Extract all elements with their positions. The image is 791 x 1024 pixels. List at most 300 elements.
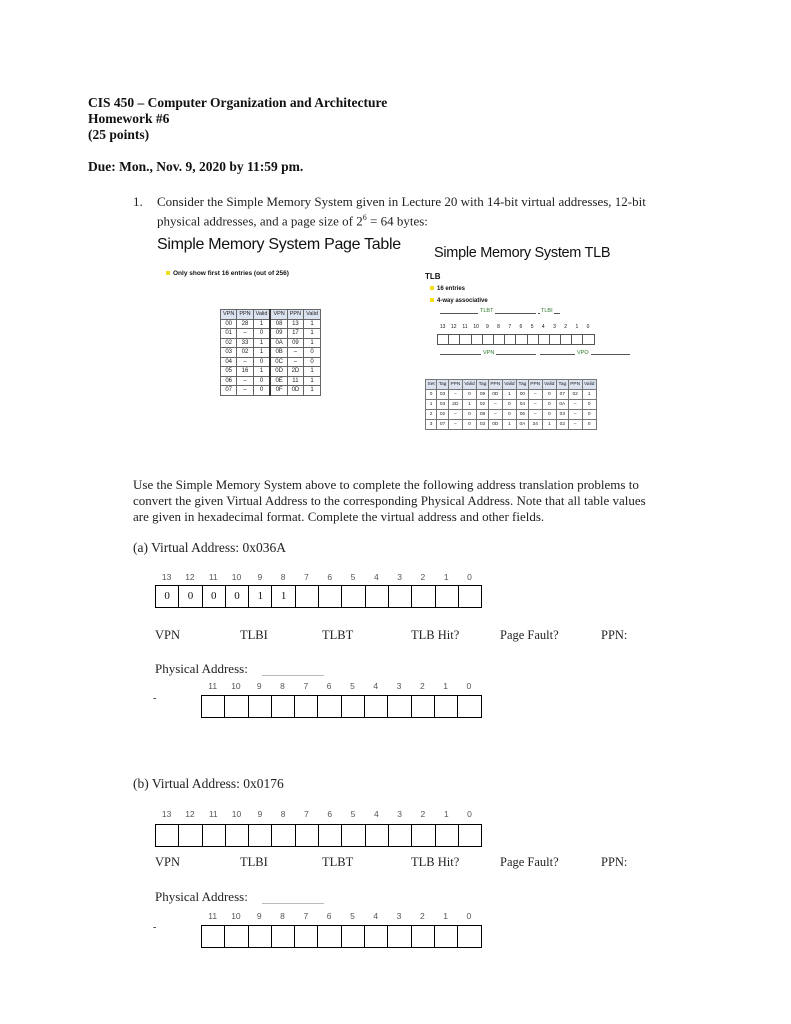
tlb-cell: – [568,400,582,410]
page-table-cell: 1 [304,386,321,396]
tlb-cell: 0 [582,410,596,420]
bit-box[interactable] [296,824,319,847]
bit-box[interactable] [388,695,411,718]
tlb-bit-label: 6 [519,324,523,330]
page-table-cell: 17 [287,329,303,339]
bit-box[interactable] [436,824,459,847]
page-table-row [221,376,321,386]
tlb-cell: – [488,400,502,410]
bit-box[interactable] [412,925,435,948]
tlb-cell: 03 [477,420,489,430]
page-table-cell: 03 [221,348,237,358]
page-table-cell: – [287,357,303,367]
tlb-cell: 03 [437,390,449,400]
part-b-physical-address-blank[interactable] [262,903,324,904]
bit-box[interactable]: 0 [156,585,179,608]
tlb-hit-field-label: TLB Hit? [411,855,460,869]
bit-box[interactable] [459,585,482,608]
page-table-cell: 01 [221,329,237,339]
tlb-cell: – [488,410,502,420]
tlb-cell: 02 [556,420,568,430]
bit-position-label: 7 [304,809,309,819]
tlb-row [426,420,597,430]
page-table-cell: 1 [253,367,270,377]
bit-position-label: 4 [373,681,379,691]
page-table-cell: 0C [270,357,287,367]
tlb-cell: 0 [582,400,596,410]
bit-position-label: 2 [420,572,426,582]
tlb-cell: – [568,420,582,430]
page-table-header-cell: VPN [270,310,287,320]
part-a-fields [155,628,628,644]
bit-position-label: 11 [208,911,218,921]
bit-position-label: 6 [327,809,333,819]
page-table-cell: 16 [237,367,253,377]
bit-box[interactable] [272,925,295,948]
tlb-cell: 2D [448,400,462,410]
tlb-cell: 1 [502,420,516,430]
tlb-cell: – [528,410,542,420]
page-table-cell: 1 [304,367,321,377]
page-table-header-cell: VPN [221,310,237,320]
tlb-cell: 02 [477,400,489,410]
bit-box[interactable] [388,925,411,948]
tlb-header-cell: Valid [582,380,596,390]
bit-box[interactable] [365,925,388,948]
bullet-icon [430,298,434,302]
tlb-label: TLB [425,272,441,281]
question-line-1: Consider the Simple Memory System given in Lecture 20 with 14-bit virtual addresses, 12-bit [157,194,646,209]
page-table-cell: 0D [270,367,287,377]
part-a-virtual-address-boxes[interactable] [155,585,482,608]
bit-box[interactable] [342,824,365,847]
page-table-cell: – [237,386,253,396]
tlb-bit-box [550,334,561,345]
bit-position-label: 10 [231,911,241,921]
vpn-field-label: VPN [155,628,181,642]
bit-position-label: 6 [326,681,332,691]
bit-position-label: 10 [231,809,242,819]
bit-box[interactable] [366,824,389,847]
bit-position-label: 8 [280,809,286,819]
tlb-bit-box [539,334,550,345]
instructions-line-3: are given in hexadecimal format. Complete the virtual address and other fields. [133,509,545,524]
tlb-cell: 04 [517,400,529,410]
page-table-cell: 11 [287,376,303,386]
tlb-cell: 1 [502,390,516,400]
bit-box[interactable] [249,824,272,847]
page-table-cell: 1 [304,329,321,339]
tlb-header-cell: Valid [542,380,556,390]
tlb-header-cell: PPN [488,380,502,390]
page-table-cell: 1 [253,338,270,348]
bit-position-label: 4 [373,572,379,582]
bit-box[interactable] [412,695,435,718]
bit-box[interactable] [225,925,248,948]
page-table-cell: 0A [270,338,287,348]
page-table-cell: 0 [253,329,270,339]
tlb-row [426,410,597,420]
page-table-cell: 28 [237,319,253,329]
tlb-header-row [426,380,597,390]
page-table-cell: – [287,348,303,358]
bullet-icon [166,271,170,275]
bit-box[interactable] [226,824,249,847]
bit-position-label: 0 [467,809,472,819]
bit-position-label: 13 [161,572,172,582]
tlb-bit-label: 4 [541,324,545,330]
tlb-cell: 34 [528,420,542,430]
tlbi-label: TLBI [541,308,553,314]
page-table-header-cell: Valid [253,310,270,320]
tlb-hit-field-label: TLB Hit? [411,628,460,642]
instructions-line-2: convert the given Virtual Address to the corresponding Physical Address. Note that all table values [133,493,646,508]
bit-position-label: 2 [419,911,425,921]
bit-box[interactable] [412,585,435,608]
page-table-row [221,367,321,377]
page-table-header-cell: Valid [304,310,321,320]
page-table-note: Only show first 16 entries (out of 256) [166,270,289,277]
bit-position-label: 7 [304,572,309,582]
part-a-bit-labels [155,572,481,582]
tlb-header-cell: Tag [477,380,489,390]
bit-position-label: 6 [327,572,333,582]
bit-box[interactable] [272,695,295,718]
bit-box[interactable] [318,695,341,718]
course-title: CIS 450 – Computer Organization and Architecture [88,95,388,110]
tlb-cell: – [568,410,582,420]
tlb-bit-label: 9 [485,324,489,330]
bit-box[interactable] [459,824,482,847]
tlb-bit-box [438,334,449,345]
ppn-field-label: PPN: [601,855,628,869]
tlb-bit-label: 11 [462,324,468,330]
page-table-cell: 04 [221,357,237,367]
bit-position-label: 0 [466,911,472,921]
page-table-cell: 2D [287,367,303,377]
page-table-cell: 07 [221,386,237,396]
tlb-title: Simple Memory System TLB [434,245,611,261]
page-table-row [221,386,321,396]
tlb-cell: 0 [462,390,476,400]
tlb-bit-box [528,334,539,345]
bit-position-label: 7 [303,681,309,691]
bit-box[interactable] [295,925,318,948]
tlb-cell: 0 [542,410,556,420]
tlb-bit-label: 1 [575,324,579,330]
tlb-cell: 0 [462,410,476,420]
tlb-cell: – [528,390,542,400]
bit-box[interactable] [366,585,389,608]
bit-box[interactable]: 1 [272,585,295,608]
part-b-physical-bit-labels [201,911,481,921]
tlb-bit-box [583,334,594,345]
bit-box[interactable] [202,925,225,948]
bit-position-label: 2 [420,809,426,819]
tlb-bit-box [460,334,471,345]
page-table-row [221,319,321,329]
tlb-bit-label: 10 [473,324,479,330]
page-table-row [221,329,321,339]
tlbt-field-label: TLBT [322,628,354,642]
tlb-cell: 07 [556,390,568,400]
page-table-cell: 09 [270,329,287,339]
bit-box[interactable] [272,824,295,847]
tlb-cell: 0 [502,400,516,410]
bit-position-label: 12 [185,572,195,582]
part-b-bit-labels [155,809,481,819]
bit-position-label: 1 [443,681,448,691]
bit-position-label: 10 [231,681,241,691]
bit-position-label: 11 [208,572,218,582]
part-a-physical-bit-labels [201,681,481,691]
bit-box[interactable] [249,925,272,948]
page-table-cell: 0B [270,348,287,358]
tlb-bit-label: 0 [586,324,590,330]
bit-box[interactable] [458,695,481,718]
tlb-bit-label: 13 [439,324,446,330]
tlb-cell: 03 [437,400,449,410]
tlb-cell: 06 [517,410,529,420]
tlb-cell: 1 [582,390,596,400]
page-table-header-cell: PPN [237,310,253,320]
bit-position-label: 3 [396,911,402,921]
bit-box[interactable] [295,695,318,718]
tlb-bit-label: 8 [497,324,500,330]
tlb-cell: – [448,390,462,400]
tlb-bit-box [561,334,572,345]
tlb-header-cell: Tag [437,380,449,390]
homework-number: Homework #6 [88,111,170,126]
bit-position-label: 8 [280,572,286,582]
bit-position-label: 3 [397,572,402,582]
bit-box[interactable] [202,695,225,718]
page-table-cell: 13 [287,319,303,329]
bit-position-label: 1 [443,809,449,819]
part-b-label: (b) Virtual Address: 0x0176 [133,776,284,791]
page-fault-field-label: Page Fault? [500,855,559,869]
bit-position-label: 3 [397,809,402,819]
tlb-cell: 08 [477,410,489,420]
page-table-header-cell: PPN [287,310,303,320]
page-table-cell: 00 [221,319,237,329]
page-table-cell: 05 [221,367,237,377]
tlb-cell: 0 [542,390,556,400]
tlb-row [426,390,597,400]
tlb-bit-label: 5 [530,324,534,330]
page-table-cell: 1 [304,376,321,386]
tlb-bullet-1: 16 entries [430,286,465,292]
tlb-cell: 0 [426,390,437,400]
bit-box[interactable] [435,925,458,948]
page-table-cell: 0 [304,348,321,358]
tlb-cell: – [448,420,462,430]
tlb-bit-box [472,334,483,345]
bit-position-label: 0 [466,681,472,691]
bit-box[interactable]: 1 [249,585,272,608]
bit-box[interactable] [225,695,248,718]
page-table-cell: 02 [221,338,237,348]
bit-position-label: 8 [280,681,285,691]
tlb-header-cell: PPN [528,380,542,390]
page-table-cell: 0 [253,357,270,367]
tlb-bit-label: 2 [564,324,568,330]
bit-box[interactable] [412,824,435,847]
tlb-header-cell: Valid [502,380,516,390]
bit-box[interactable] [342,585,365,608]
tlbt-field-label: TLBT [322,855,354,869]
vpo-label: VPO [577,350,589,356]
bit-box[interactable]: 0 [226,585,249,608]
bit-box[interactable] [179,824,202,847]
part-b-virtual-address-boxes[interactable] [155,824,482,847]
bit-box[interactable] [156,824,179,847]
page-table-cell: 0F [270,386,287,396]
page-table-cell: 0E [270,376,287,386]
page-table-title: Simple Memory System Page Table [157,236,401,253]
page-table-cell: 0 [253,386,270,396]
tlbi-field-label: TLBI [240,628,268,642]
tlb-header-cell: Tag [517,380,529,390]
page-table-cell: 06 [221,376,237,386]
part-b-physical-address-boxes[interactable] [201,925,482,948]
tlb-header-cell: PPN [568,380,582,390]
page-table [220,309,321,396]
bit-box[interactable] [296,585,319,608]
tlb-bit-boxes [437,334,595,345]
tlb-cell: 0A [556,400,568,410]
bit-position-label: 10 [231,572,242,582]
question-number: 1. [133,194,143,209]
bullet-icon [430,286,434,290]
tlb-cell: 03 [556,410,568,420]
page-table-cell: 33 [237,338,253,348]
tlb-header-cell: Valid [462,380,476,390]
tlb-cell: 02 [568,390,582,400]
tlb-bit-label: 7 [508,324,512,330]
page-table-cell: 0D [287,386,303,396]
tlb-bit-labels [437,324,594,330]
tlb-cell: 0D [488,420,502,430]
bit-box[interactable] [389,824,412,847]
page-table-cell: 02 [237,348,253,358]
page-table-cell: 1 [253,319,270,329]
tlb-header-cell: Set [426,380,437,390]
page-table-cell: – [237,329,253,339]
tlb-row [426,400,597,410]
tlb-bit-box [483,334,494,345]
page-fault-field-label: Page Fault? [500,628,559,642]
tlb-bit-label: 12 [451,324,457,330]
bit-box[interactable] [389,585,412,608]
bit-box[interactable] [458,925,481,948]
tlb-table [425,379,597,430]
bit-position-label: 12 [185,809,195,819]
bit-position-label: 11 [208,681,218,691]
tlb-cell: 07 [437,420,449,430]
page-table-row [221,338,321,348]
bit-position-label: 5 [350,809,356,819]
tlb-bullet-2: 4-way associative [430,298,488,304]
page-table-cell: 1 [304,338,321,348]
bit-box[interactable] [365,695,388,718]
part-a-physical-address-blank[interactable] [262,675,324,676]
tlb-header-cell: PPN [448,380,462,390]
bit-position-label: 11 [208,809,218,819]
tlbt-label: TLBT [480,308,494,314]
tlb-bit-box [505,334,516,345]
bit-position-label: 4 [373,809,379,819]
bit-position-label: 3 [396,681,402,691]
part-b-physical-address-label: Physical Address: [155,889,248,904]
tlb-cell: 1 [542,420,556,430]
tlb-cell: 00 [517,390,529,400]
bit-position-label: 6 [326,911,332,921]
bit-position-label: 9 [256,681,262,691]
page-table-cell: 08 [270,319,287,329]
bit-position-label: 1 [443,572,449,582]
page-table-cell: 1 [304,319,321,329]
bit-position-label: 9 [257,809,263,819]
tlb-bit-box [572,334,583,345]
page-table-cell: – [237,376,253,386]
bit-box[interactable] [342,695,365,718]
bit-position-label: 13 [161,809,172,819]
part-a-label: (a) Virtual Address: 0x036A [133,540,287,555]
bit-box[interactable] [318,925,341,948]
tlb-cell: – [448,410,462,420]
bit-position-label: 5 [350,572,356,582]
tlb-cell: 0 [582,420,596,430]
tlb-bit-box [449,334,460,345]
bit-box[interactable]: 0 [203,585,226,608]
tlb-header-cell: Tag [556,380,568,390]
tlb-cell: 0A [517,420,529,430]
bit-box[interactable] [319,824,342,847]
part-a-dash: - [153,693,157,704]
bit-position-label: 8 [280,911,285,921]
bit-box[interactable] [319,585,342,608]
bit-position-label: 5 [350,911,355,921]
tlb-cell: 09 [477,390,489,400]
bit-position-label: 2 [419,681,425,691]
part-a-physical-address-boxes[interactable] [201,695,482,718]
bit-box[interactable] [249,695,272,718]
bit-box[interactable] [435,695,458,718]
tlb-cell: 0D [488,390,502,400]
tlb-cell: 0 [542,400,556,410]
vpn-field-label: VPN [155,855,181,869]
bit-box[interactable]: 0 [179,585,202,608]
page-table-row [221,357,321,367]
tlb-cell: 1 [426,400,437,410]
bit-position-label: 4 [373,911,379,921]
bit-position-label: 7 [303,911,309,921]
bit-box[interactable] [342,925,365,948]
bit-box[interactable] [436,585,459,608]
bit-position-label: 0 [467,572,472,582]
tlbi-field-label: TLBI [240,855,268,869]
page-table-header-row [221,310,321,320]
page-table-cell: 0 [253,376,270,386]
tlb-cell: 0 [462,420,476,430]
tlb-cell: 3 [426,420,437,430]
tlb-cell: 0 [502,410,516,420]
points: (25 points) [88,127,150,142]
vpn-label: VPN [483,350,495,356]
bit-box[interactable] [203,824,226,847]
ppn-field-label: PPN: [601,628,628,642]
